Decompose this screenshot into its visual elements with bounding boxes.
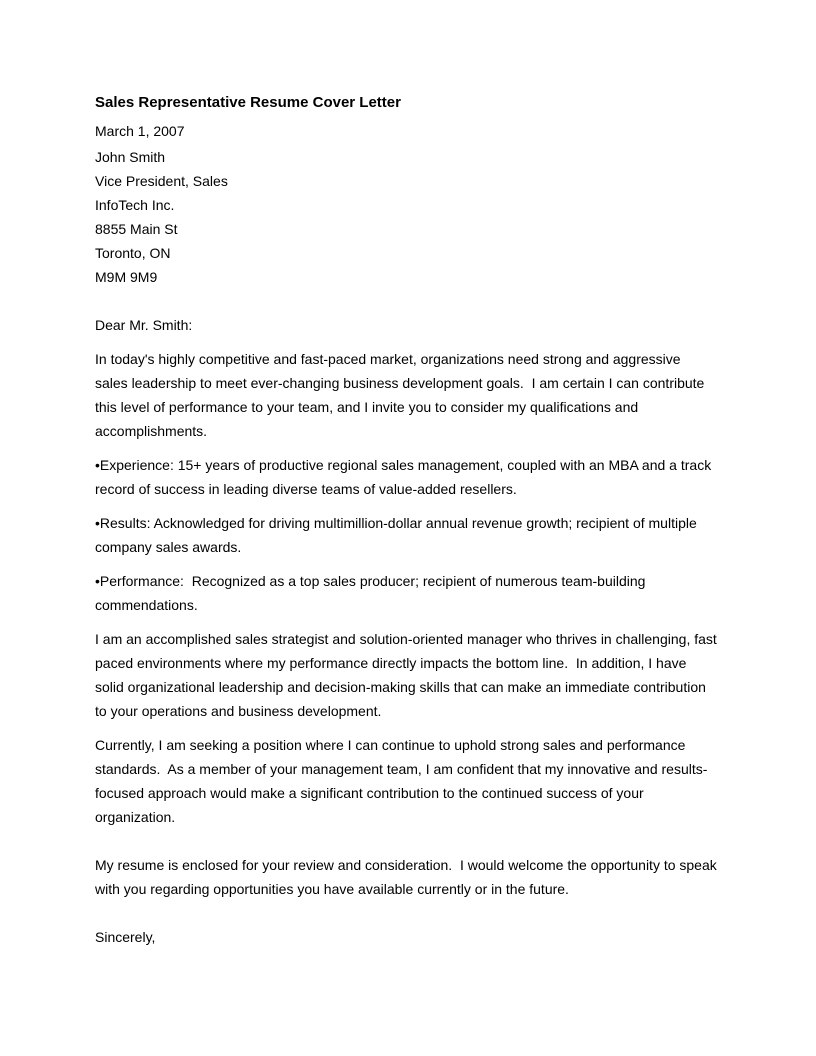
recipient-job-title: Vice President, Sales <box>95 173 228 189</box>
paragraph-closing: My resume is enclosed for your review and consideration. I would welcome the opportunity to speak with you regarding opportunities you have available currently or in the future. <box>95 857 721 897</box>
paragraph-strengths: I am an accomplished sales strategist and solution-oriented manager who thrives in challenging, fast paced environments where my performance directly impacts the bottom line. In addition, I have solid organizational leadership and decision-making skills that can make an immediate contribution to your operations and business development. <box>95 631 721 719</box>
salutation: Dear Mr. Smith: <box>95 317 193 333</box>
recipient-street: 8855 Main St <box>95 221 178 237</box>
recipient-name: John Smith <box>95 149 166 165</box>
letter-title: Sales Representative Resume Cover Letter <box>95 94 401 111</box>
paragraph-seeking: Currently, I am seeking a position where I can continue to uphold strong sales and performance standards. As a member of your management team, I am confident that my innovative and results-focused approach would make a significant contribution to the continued success of your organization. <box>95 737 708 825</box>
recipient-company: InfoTech Inc. <box>95 197 175 213</box>
bullet-performance: •Performance: Recognized as a top sales producer; recipient of numerous team-building commendations. <box>95 573 650 613</box>
signoff: Sincerely, <box>95 929 156 945</box>
bullet-experience: •Experience: 15+ years of productive regional sales management, coupled with an MBA and a track record of success in leading diverse teams of value-added resellers. <box>95 457 716 497</box>
recipient-postal-code: M9M 9M9 <box>95 269 158 285</box>
bullet-results: •Results: Acknowledged for driving multimillion-dollar annual revenue growth; recipient of multiple company sales awards. <box>95 515 701 555</box>
letter-date: March 1, 2007 <box>95 123 185 139</box>
recipient-city: Toronto, ON <box>95 245 171 261</box>
paragraph-intro: In today's highly competitive and fast-paced market, organizations need strong and aggressive sales leadership to meet ever-changing business development goals. I am certain I can contribute this level of performance to your team, and I invite you to consider my qualifications and accomplishments. <box>95 351 709 439</box>
